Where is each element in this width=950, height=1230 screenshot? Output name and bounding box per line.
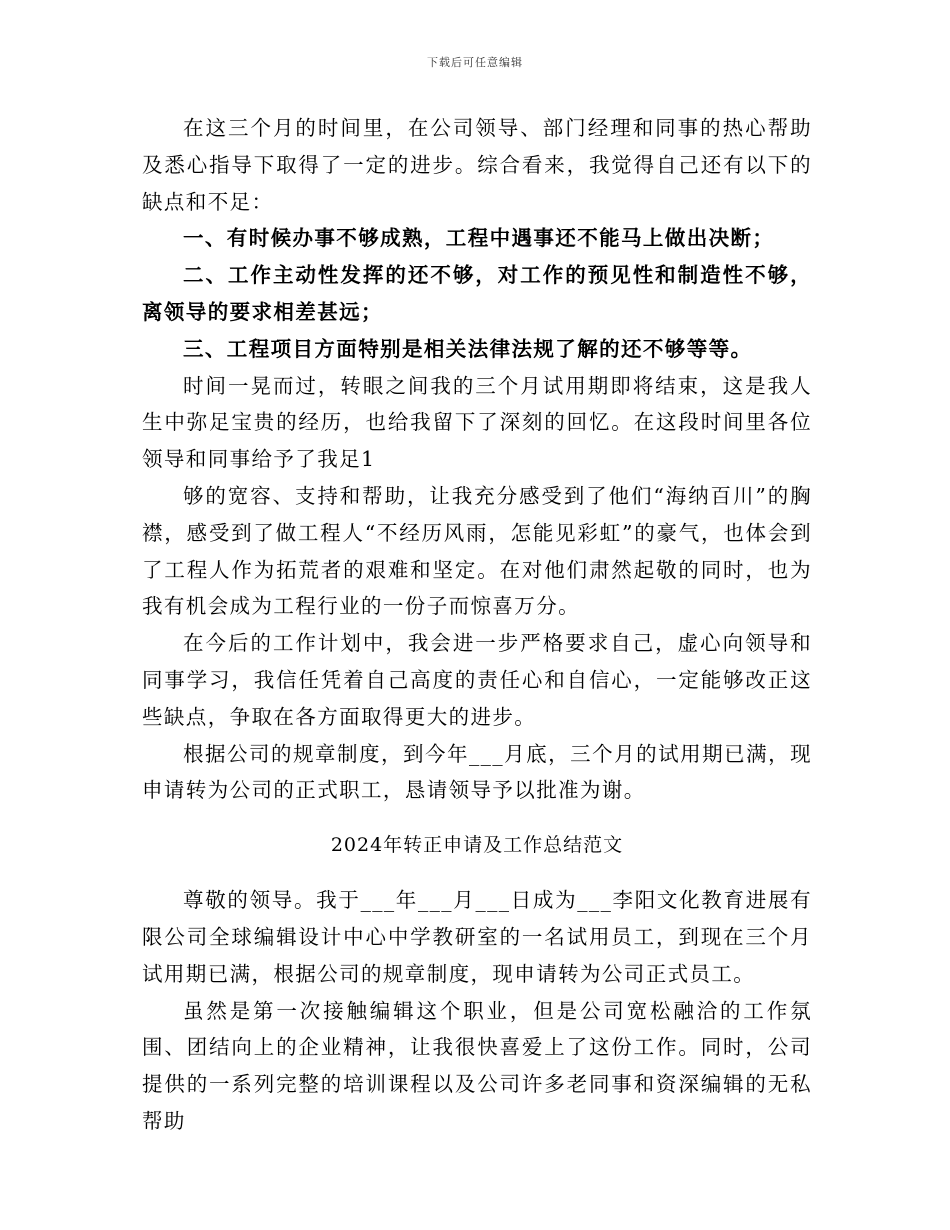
paragraph-probation-review: 时间一晃而过，转眼之间我的三个月试用期即将结束，这是我人生中弥足宝贵的经历，也给我留下了深刻的回忆。在这段时间里各位领导和同事给予了我足1 — [142, 373, 812, 472]
paragraph-editing-career: 虽然是第一次接触编辑这个职业，但是公司宽松融洽的工作氛围、团结向上的企业精神，让我很快喜爱上了这份工作。同时，公司提供的一系列完整的培训课程以及公司许多老同事和资深编辑的无私帮助 — [142, 998, 812, 1133]
shortcoming-item-2: 二、工作主动性发挥的还不够，对工作的预见性和制造性不够，离领导的要求相差甚远； — [142, 263, 812, 324]
document-body — [142, 110, 812, 1140]
paragraph-future-plan: 在今后的工作计划中，我会进一步严格要求自己，虚心向领导和同事学习，我信任凭着自己高度的责任心和自信心，一定能够改正这些缺点，争取在各方面取得更大的进步。 — [142, 631, 812, 729]
paragraph-intro: 在这三个月的时间里，在公司领导、部门经理和同事的热心帮助及悉心指导下取得了一定的进步。综合看来，我觉得自己还有以下的缺点和不足： — [142, 116, 812, 214]
header-note: 下载后可任意编辑 — [427, 56, 523, 69]
shortcoming-item-3: 三、工程项目方面特别是相关法律法规了解的还不够等等。 — [183, 336, 753, 361]
paragraph-salutation: 尊敬的领导。我于___年___月___日成为___李阳文化教育进展有限公司全球编辑设计中心中学教研室的一名试用员工，到现在三个月试用期已满，根据公司的规章制度，现申请转为公司正式员工。 — [142, 888, 812, 986]
paragraph-gratitude: 够的宽容、支持和帮助，让我充分感受到了他们“海纳百川”的胸襟，感受到了做工程人“不经历风雨，怎能见彩虹”的豪气，也体会到了工程人作为拓荒者的艰难和坚定。在对他们肃然起敬的同时，也为我有机会成为工程行业的一份子而惊喜万分。 — [142, 483, 812, 619]
shortcoming-item-1: 一、有时候办事不够成熟，工程中遇事还不能马上做出决断； — [183, 226, 775, 251]
paragraph-application: 根据公司的规章制度，到今年___月底，三个月的试用期已满，现申请转为公司的正式职工，恳请领导予以批准为谢。 — [142, 741, 812, 803]
document-title: 2024年转正申请及工作总结范文 — [330, 834, 624, 857]
